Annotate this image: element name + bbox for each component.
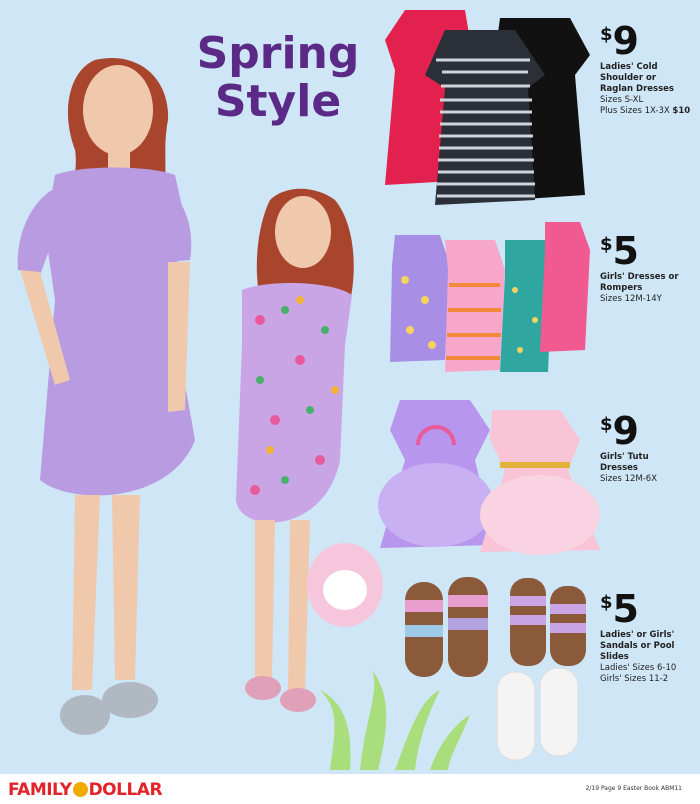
offer-plus-sizes: Plus Sizes 1X-3X xyxy=(600,106,670,116)
offer-sizes-2: Girls' Sizes 11-2 xyxy=(600,674,669,684)
currency-symbol: $ xyxy=(600,592,613,613)
headline xyxy=(188,30,368,126)
currency-symbol: $ xyxy=(600,24,613,45)
woman-model-image xyxy=(18,58,195,735)
offer-title-line1: Ladies' Cold xyxy=(600,62,658,72)
offer-ladies-dresses-desc xyxy=(600,62,690,117)
offer-title-line3: Slides xyxy=(600,652,629,662)
logo-dot-icon xyxy=(73,782,88,797)
offer-plus-price: $10 xyxy=(672,106,691,116)
headline-line1: Spring xyxy=(196,28,360,79)
offer-tutu-dresses-desc xyxy=(600,452,657,485)
price-ladies-dresses xyxy=(600,19,639,63)
tutu-dresses-image xyxy=(378,400,600,555)
offer-title-line2: Rompers xyxy=(600,283,643,293)
girl-model-image xyxy=(236,189,383,712)
logo-text-part1: FAMILY xyxy=(8,780,72,800)
offer-title-line2: Shoulder or xyxy=(600,73,657,83)
offer-plus-sizes-row xyxy=(600,106,690,117)
offer-sizes: Sizes 12M-6X xyxy=(600,474,658,484)
offer-title-line2: Dresses xyxy=(600,463,638,473)
price-amount: 5 xyxy=(612,587,639,631)
grass-decoration xyxy=(320,670,470,770)
offer-title-line2: Sandals or Pool xyxy=(600,641,675,651)
offer-girls-dresses-desc xyxy=(600,272,679,305)
price-girls-dresses xyxy=(600,229,639,273)
offer-title-line3: Raglan Dresses xyxy=(600,84,674,94)
offer-title-line1: Ladies' or Girls' xyxy=(600,630,675,640)
price-amount: 9 xyxy=(612,19,639,63)
footer-note: 2/19 Page 9 Easter Book ABM11 xyxy=(585,785,682,792)
currency-symbol: $ xyxy=(600,414,613,435)
family-dollar-logo xyxy=(8,780,162,800)
logo-text-part2: DOLLAR xyxy=(88,780,163,800)
price-amount: 9 xyxy=(612,409,639,453)
offer-sizes: Ladies' Sizes 6-10 xyxy=(600,663,677,673)
offer-sizes: Sizes 12M-14Y xyxy=(600,294,662,304)
offer-title-line1: Girls' Dresses or xyxy=(600,272,679,282)
headline-line2: Style xyxy=(214,76,342,127)
ladies-dresses-image xyxy=(385,10,590,205)
offer-sandals-desc xyxy=(600,630,676,685)
offer-title-line1: Girls' Tutu xyxy=(600,452,649,462)
girls-dresses-image xyxy=(390,222,590,372)
price-sandals xyxy=(600,587,639,631)
offer-sizes: Sizes S-XL xyxy=(600,95,644,105)
currency-symbol: $ xyxy=(600,234,613,255)
sandals-image xyxy=(405,577,586,760)
price-tutu-dresses xyxy=(600,409,639,453)
price-amount: 5 xyxy=(612,229,639,273)
